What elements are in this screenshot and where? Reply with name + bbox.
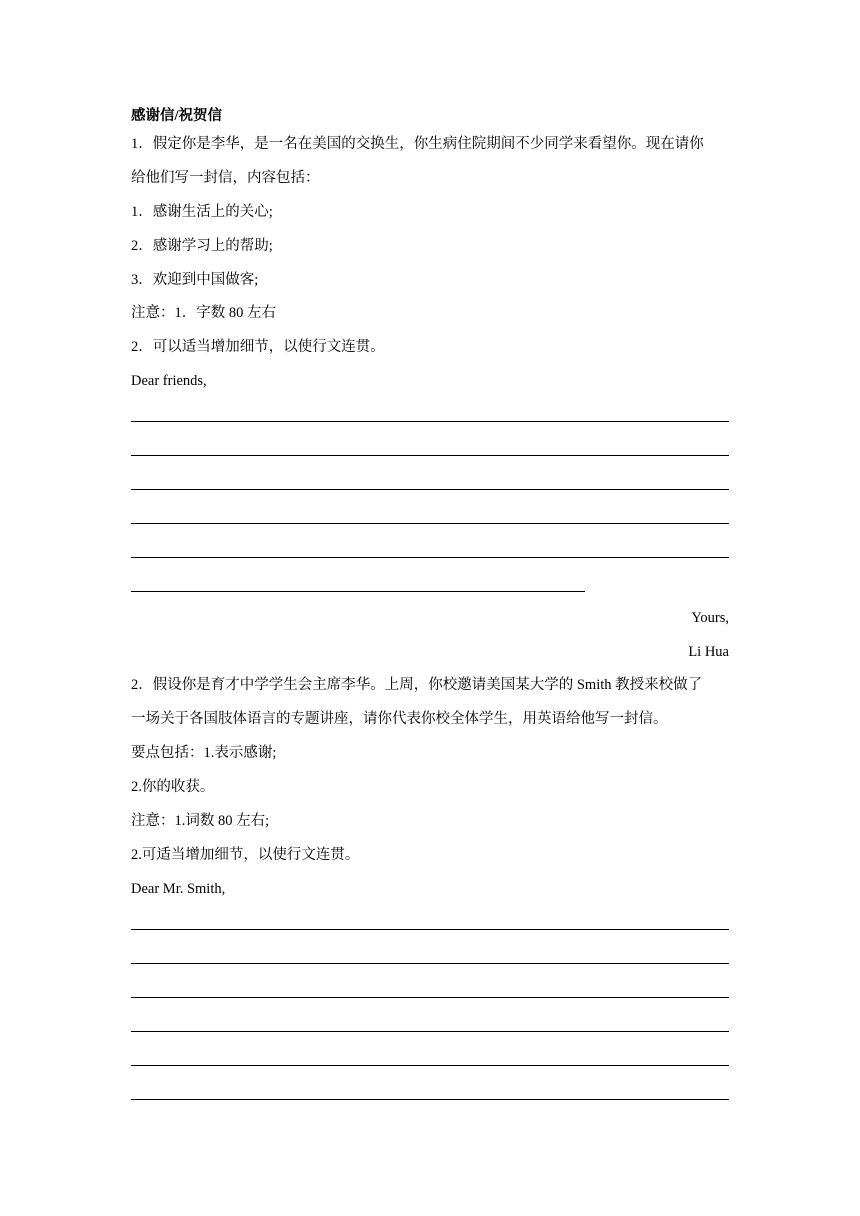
task2-answer-line-5 xyxy=(131,1065,729,1066)
task2-point-1: 要点包括：1.表示感谢; xyxy=(131,745,277,761)
task1-note-2: 2．可以适当增加细节，以使行文连贯。 xyxy=(131,339,385,355)
task1-point-1: 1．感谢生活上的关心; xyxy=(131,204,273,220)
document-heading: 感谢信/祝贺信 xyxy=(131,108,223,124)
task2-answer-line-4 xyxy=(131,1031,729,1032)
task1-note-1: 注意：1．字数 80 左右 xyxy=(131,305,276,321)
task1-answer-line-1 xyxy=(131,421,729,422)
task1-signature: Li Hua xyxy=(688,644,729,660)
task2-answer-line-2 xyxy=(131,963,729,964)
task2-answer-line-1 xyxy=(131,929,729,930)
task1-answer-line-4 xyxy=(131,523,729,524)
task1-point-3: 3．欢迎到中国做客; xyxy=(131,272,259,288)
task1-point-2: 2．感谢学习上的帮助; xyxy=(131,238,273,254)
task2-point-2: 2.你的收获。 xyxy=(131,779,215,795)
task1-answer-line-3 xyxy=(131,489,729,490)
task2-note-2: 2.可适当增加细节，以使行文连贯。 xyxy=(131,847,360,863)
task1-answer-line-6 xyxy=(131,591,585,592)
task1-prompt-line2: 给他们写一封信，内容包括： xyxy=(131,170,320,186)
task1-salutation: Dear friends, xyxy=(131,373,207,389)
task2-answer-line-6 xyxy=(131,1099,729,1100)
task1-closing: Yours, xyxy=(691,610,729,626)
task1-answer-line-2 xyxy=(131,455,729,456)
task2-prompt-line2: 一场关于各国肢体语言的专题讲座，请你代表你校全体学生，用英语给他写一封信。 xyxy=(131,711,668,727)
task2-salutation: Dear Mr. Smith, xyxy=(131,881,226,897)
task1-answer-line-5 xyxy=(131,557,729,558)
task2-answer-line-3 xyxy=(131,997,729,998)
task2-note-1: 注意：1.词数 80 左右; xyxy=(131,813,270,829)
task1-prompt-line1: 1．假定你是李华，是一名在美国的交换生，你生病住院期间不少同学来看望你。现在请你 xyxy=(131,136,704,152)
task2-prompt-line1: 2．假设你是育才中学学生会主席李华。上周，你校邀请美国某大学的 Smith 教授来校做了 xyxy=(131,677,703,693)
